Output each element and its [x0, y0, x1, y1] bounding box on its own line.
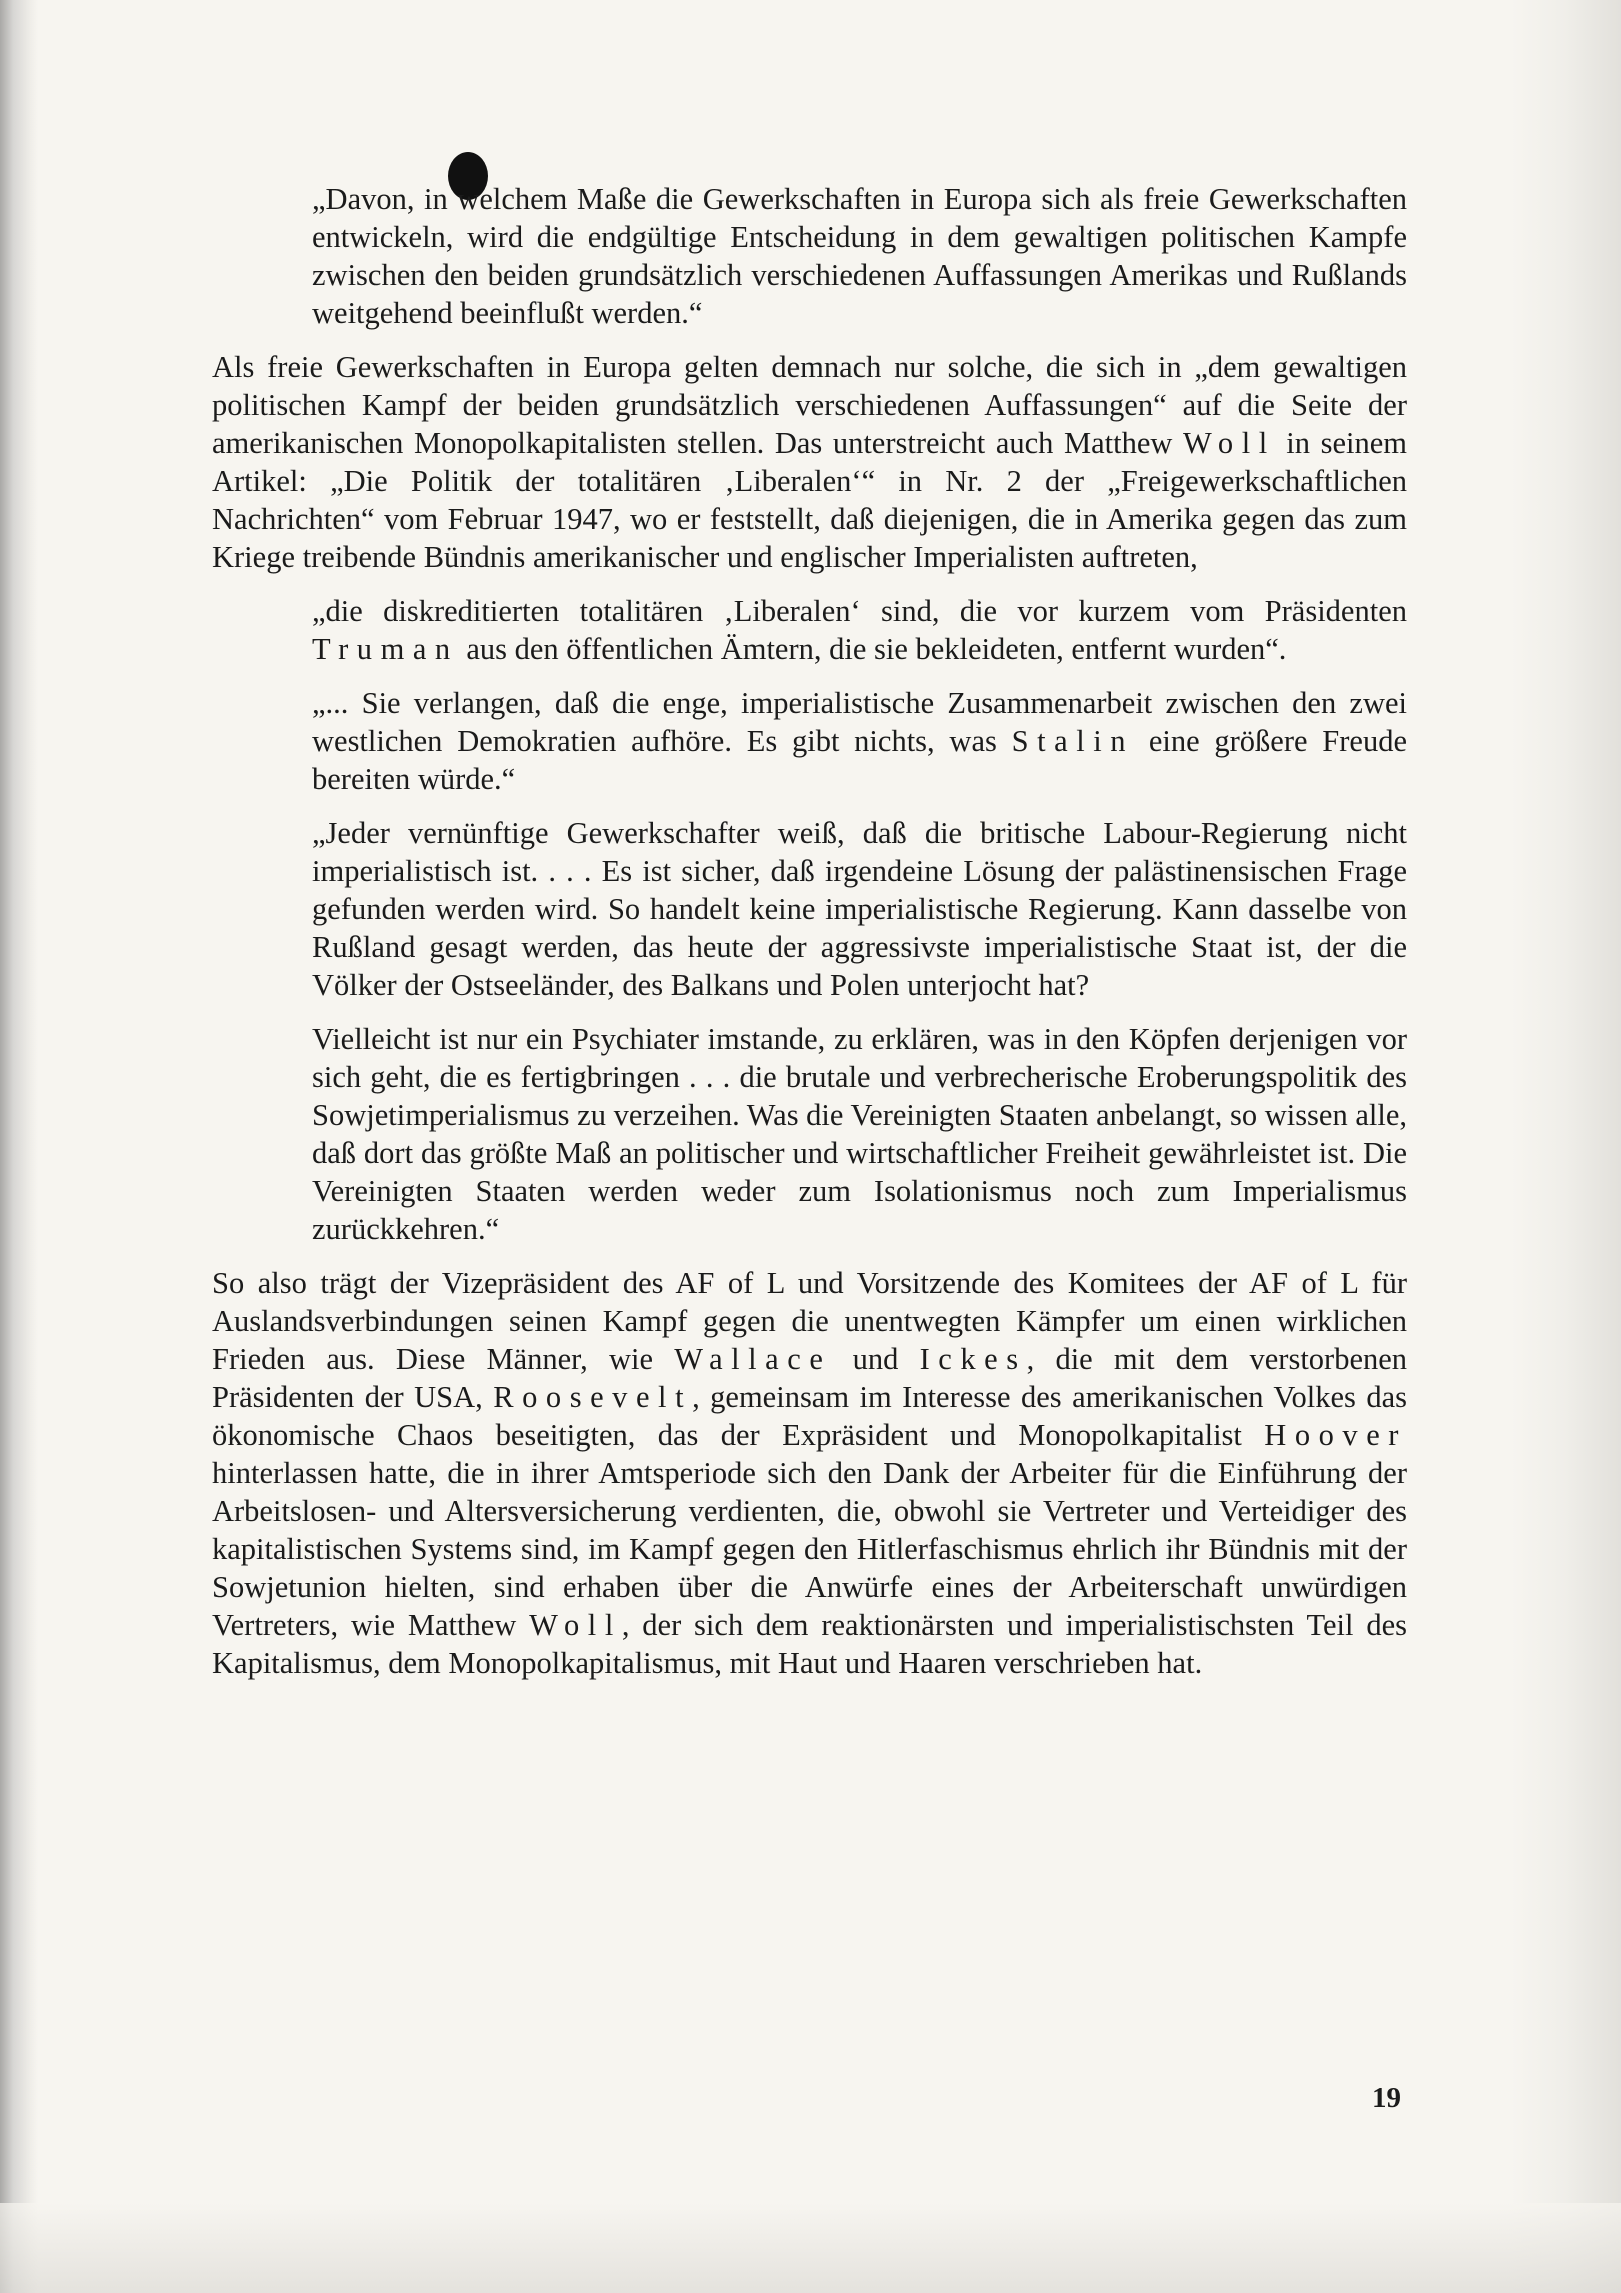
- name-truman: Truman: [312, 632, 459, 666]
- text-run: , die mit dem verstorbenen Präsidenten der USA,: [212, 1342, 1408, 1414]
- paragraph-vizepraesident: [212, 1264, 1407, 1682]
- paragraph-freie-gewerkschaften: [212, 348, 1407, 576]
- name-woll: Woll: [1183, 426, 1276, 460]
- scan-shadow-right: [1511, 0, 1621, 2293]
- text-run: eine größere Freude bereiten würde.“: [312, 724, 1407, 796]
- name-stalin: Stalin: [1011, 724, 1135, 758]
- text-run: hinterlassen hatte, die in ihrer Amtsperiode sich den Dank der Arbeiter für die Einführung der Arbeitslosen- und Altersversicherung verdienten, die, obwohl sie Vertreter und Verteidiger des kapitalistischen Systems sind, im Kampf gegen den Hitlerfaschismus ehrlich ihr Bündnis mit der Sowjetunion hielten, sind erhaben über die Anwürfe eines der Arbeiterschaft unwürdigen Vertreters, wie Matthew: [212, 1456, 1407, 1642]
- text-run: , gemeinsam im Interesse des amerikanischen Volkes das ökonomische Chaos beseitigten, das der Expräsident und Monopolkapitalist: [212, 1380, 1407, 1452]
- text-run: Als freie Gewerkschaften in Europa gelten demnach nur solche, die sich in „dem gewaltigen politischen Kampf der beiden grundsätzlich verschiedenen Auffassungen“ auf die Seite der amerikanischen Monopolkapitalisten stellen. Das unterstreicht auch Matthew: [212, 350, 1407, 460]
- scan-shadow-bottom: [0, 2203, 1621, 2293]
- quote-liberalen: [312, 592, 1407, 668]
- text-run: und: [831, 1342, 920, 1376]
- text-run: in seinem Artikel: „Die Politik der totalitären ‚Liberalen‘“ in Nr. 2 der „Freigewerkschaftlichen Nachrichten“ vom Februar 1947, wo er feststellt, daß diejenigen, die in Amerika gegen das zum Kriege treibende Bündnis amerikanischer und englischer Imperialisten auftreten,: [212, 426, 1407, 574]
- text-run: , der sich dem reaktionärsten und imperialistischsten Teil des Kapitalismus, dem Monopolkapitalismus, mit Haut und Haaren verschrieben hat.: [212, 1608, 1407, 1680]
- quote-davon: „Davon, in welchem Maße die Gewerkschaften in Europa sich als freie Gewerkschaften entwickeln, wird die endgültige Entscheidung in dem gewaltigen politischen Kampfe zwischen den beiden grundsätzlich verschiedenen Auffassungen Amerikas und Rußlands weitgehend beeinflußt werden.“: [312, 182, 1407, 330]
- page-number: 19: [1372, 2082, 1401, 2114]
- text-run: aus den öffentlichen Ämtern, die sie bekleideten, entfernt wurden“.: [458, 632, 1287, 666]
- body-text: [212, 180, 1407, 1698]
- name-wallace: Wallace: [674, 1342, 832, 1376]
- name-hoover: Hoover: [1264, 1418, 1407, 1452]
- scan-shadow-left: [0, 0, 38, 2293]
- quote-stalin: [312, 684, 1407, 798]
- name-roosevelt: Roosevelt: [493, 1380, 693, 1414]
- quote-labour: „Jeder vernünftige Gewerkschafter weiß, daß die britische Labour-Regierung nicht imperialistisch ist. . . . Es ist sicher, daß irgendeine Lösung der palästinensischen Frage gefunden werden wird. So handelt keine imperialistische Regierung. Kann dasselbe von Rußland gesagt werden, das heute der aggressivste imperialistische Staat ist, der die Völker der Ostseeländer, des Balkans und Polen unterjocht hat?: [312, 816, 1407, 1002]
- text-run: So also trägt der Vizepräsident des AF of L und Vorsitzende des Komitees der AF of L für Auslandsverbindungen seinen Kampf gegen die unentwegten Kämpfer um einen wirklichen Frieden aus. Diese Männer, wie: [212, 1266, 1407, 1376]
- text-run: „die diskreditierten totalitären ‚Liberalen‘ sind, die vor kurzem vom Präsidenten: [312, 594, 1407, 628]
- name-woll: Woll: [529, 1608, 622, 1642]
- name-ickes: Ickes: [919, 1342, 1027, 1376]
- text-run: „... Sie verlangen, daß die enge, imperialistische Zusammenarbeit zwischen den zwei westlichen Demokratien aufhöre. Es gibt nichts, was: [312, 686, 1407, 758]
- quote-psychiater: Vielleicht ist nur ein Psychiater imstande, zu erklären, was in den Köpfen derjenigen vor sich geht, die es fertigbringen . . . die brutale und verbrecherische Eroberungspolitik des Sowjetimperialismus zu verzeihen. Was die Vereinigten Staaten anbelangt, so wissen alle, daß dort das größte Maß an politischer und wirtschaftlicher Freiheit gewährleistet ist. Die Vereinigten Staaten werden weder zum Isolationismus noch zum Imperialismus zurückkehren.“: [312, 1022, 1407, 1246]
